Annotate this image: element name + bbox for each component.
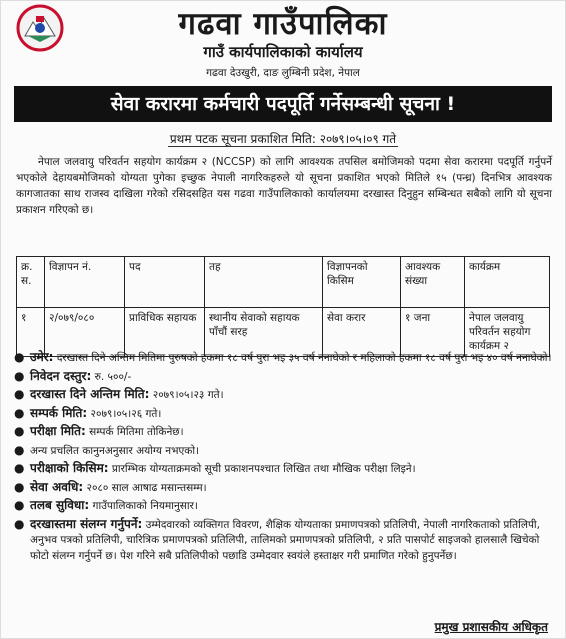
point-text: प्रारम्भिक योग्यताक्रमको सूची प्रकाशनपश्चात लिखित तथा मौखिक परीक्षा लिइने। bbox=[111, 463, 416, 475]
table-cell: २/०७९/०८० bbox=[45, 308, 125, 357]
table-cell: नेपाल जलवायु परिवर्तन सहयोग कार्यक्रम २ bbox=[465, 308, 550, 357]
bullet-icon: ● bbox=[14, 516, 25, 531]
point-text: दरखास्त दिने अन्तिम मितिमा पुरुषको हकमा १८ वर्ष पुरा भइ ३५ वर्ष ननाघेको र महिलाको हकमा १८ वर्ष पुरा भइ ४० वर्ष ननाघेको। bbox=[56, 352, 552, 364]
signatory-title: प्रमुख प्रशासकीय अधिकृत bbox=[434, 620, 548, 634]
bullet-icon: ● bbox=[14, 424, 25, 438]
point-text: २०८० साल आषाढ मसान्तसम्म। bbox=[86, 481, 207, 494]
point-label: निवेदन दस्तुर: bbox=[30, 368, 92, 383]
list-item bbox=[14, 443, 554, 460]
point-label: दरखास्त दिने अन्तिम मिति: bbox=[30, 387, 150, 401]
table-header-cell: विज्ञापनको किसिम bbox=[323, 257, 401, 308]
publish-date bbox=[0, 130, 566, 147]
office-subtitle: गाउँ कार्यपालिकाको कार्यालय bbox=[203, 43, 363, 61]
table-header-cell: विज्ञापन नं. bbox=[45, 257, 125, 308]
table-header-cell: कार्यक्रम bbox=[465, 257, 550, 308]
list-item bbox=[14, 461, 554, 478]
point-text: २०७९।०५।२६ गते। bbox=[90, 407, 162, 420]
point-label: दरखास्तमा संलग्न गर्नुपर्ने: bbox=[30, 516, 143, 531]
point-label: तलब सुविधा: bbox=[30, 498, 90, 512]
table-header-cell: क्र. स. bbox=[17, 257, 45, 308]
point-label: परीक्षा मिति: bbox=[30, 424, 86, 438]
vacancy-table bbox=[16, 256, 550, 357]
bullet-icon: ● bbox=[14, 498, 25, 512]
list-item bbox=[14, 387, 554, 404]
table-cell: प्राविधिक सहायक bbox=[125, 308, 205, 357]
table-cell: १ bbox=[17, 308, 45, 357]
table-header-cell: तह bbox=[205, 257, 323, 308]
table-cell: सेवा करार bbox=[323, 308, 401, 357]
bullet-icon: ● bbox=[14, 479, 25, 494]
list-item bbox=[14, 517, 554, 565]
bullet-icon: ● bbox=[14, 405, 25, 420]
notice-banner: सेवा करारमा कर्मचारी पदपूर्ति गर्नेसम्बन्धी सूचना ! bbox=[14, 86, 552, 122]
point-text: गाउँपालिकाको नियमानुसार। bbox=[92, 500, 198, 512]
point-text: सम्पर्क मितिमा तोकिनेछ। bbox=[89, 426, 184, 438]
point-label: सेवा अवधि: bbox=[30, 479, 84, 494]
point-text: अन्य प्रचलित कानुनअनुसार अयोग्य नभएको। bbox=[30, 444, 200, 457]
table-cell: १ जना bbox=[401, 308, 465, 357]
table-cell: स्थानीय सेवाको सहायक पाँचौं सरह bbox=[205, 308, 323, 357]
table-header-row bbox=[17, 257, 550, 308]
point-text: २०७९।०५।२३ गते। bbox=[152, 389, 224, 401]
bullet-icon: ● bbox=[14, 461, 25, 475]
bullet-icon: ● bbox=[14, 387, 25, 401]
list-item bbox=[14, 369, 554, 386]
office-address: गढवा देउखुरी, दाङ लुम्बिनी प्रदेश, नेपाल bbox=[206, 67, 360, 79]
point-text: रु. ५००/- bbox=[94, 370, 132, 383]
bullet-icon: ● bbox=[14, 368, 25, 383]
list-item bbox=[14, 406, 554, 423]
point-label: परीक्षाको किसिम: bbox=[30, 461, 109, 475]
bullet-icon: ● bbox=[14, 350, 25, 364]
table-header-cell: आवश्यक संख्या bbox=[401, 257, 465, 308]
point-label: सम्पर्क मिति: bbox=[30, 405, 88, 420]
publish-date-text: प्रथम पटक सूचना प्रकाशित मिति: २०७९।०५।०९ गते bbox=[169, 132, 397, 146]
office-title: गढवा गाउँपालिका bbox=[178, 6, 388, 42]
intro-paragraph: नेपाल जलवायु परिवर्तन सहयोग कार्यक्रम २ (NCCSP) को लागि आवश्यक तपसिल बमोजिमको पदमा सेवा करारमा पदपूर्ति गर्नुपर्ने भएकोले देहायबमोजिमको योग्यता पुगेका इच्छुक नेपाली नागरिकहरुले यो सूचना प्रकाशित भएको मितिले १५ (पन्ध्र) दिनभित्र आवश्यक कागजातका साथ राजस्व दाखिला गरेको रसिदसहित यस गढवा गाउँपालिकाको कार्यालयमा दरखास्त दिनुहुन सम्बिन्धत सबैको लागि यो सूचना प्रकाशन गरिएको छ। bbox=[16, 156, 552, 216]
point-text: उम्मेदवारको व्यक्तिगत विवरण, शैक्षिक योग्यताका प्रमाणपत्रको प्रतिलिपी, नेपाली नागरिकताको प्रतिलिपी, अनुभव पत्रको प्रतिलिपी, चारित्रिक प्रमाणपत्रको प्रतिलिपी, तालिमको प्रमाणपत्रको प्रतिलिपी, २ प्रति पासपोर्ट साइजको हालसालै खिचेको फोटो संलग्न गर्नुपर्ने छ। पेश गरिने सबै प्रतिलिपीको पछाडि उम्मेदवार स्वयंले हस्ताक्षर गरी प्रमाणित गरेको हुनुपर्नेछ। bbox=[30, 518, 540, 562]
list-item bbox=[14, 424, 554, 441]
requirements-list bbox=[14, 350, 554, 566]
table-header-cell: पद bbox=[125, 257, 205, 308]
list-item bbox=[14, 480, 554, 497]
bullet-icon: ● bbox=[14, 442, 25, 457]
list-item bbox=[14, 498, 554, 515]
point-label: उमेर: bbox=[30, 350, 54, 364]
list-item bbox=[14, 350, 554, 367]
